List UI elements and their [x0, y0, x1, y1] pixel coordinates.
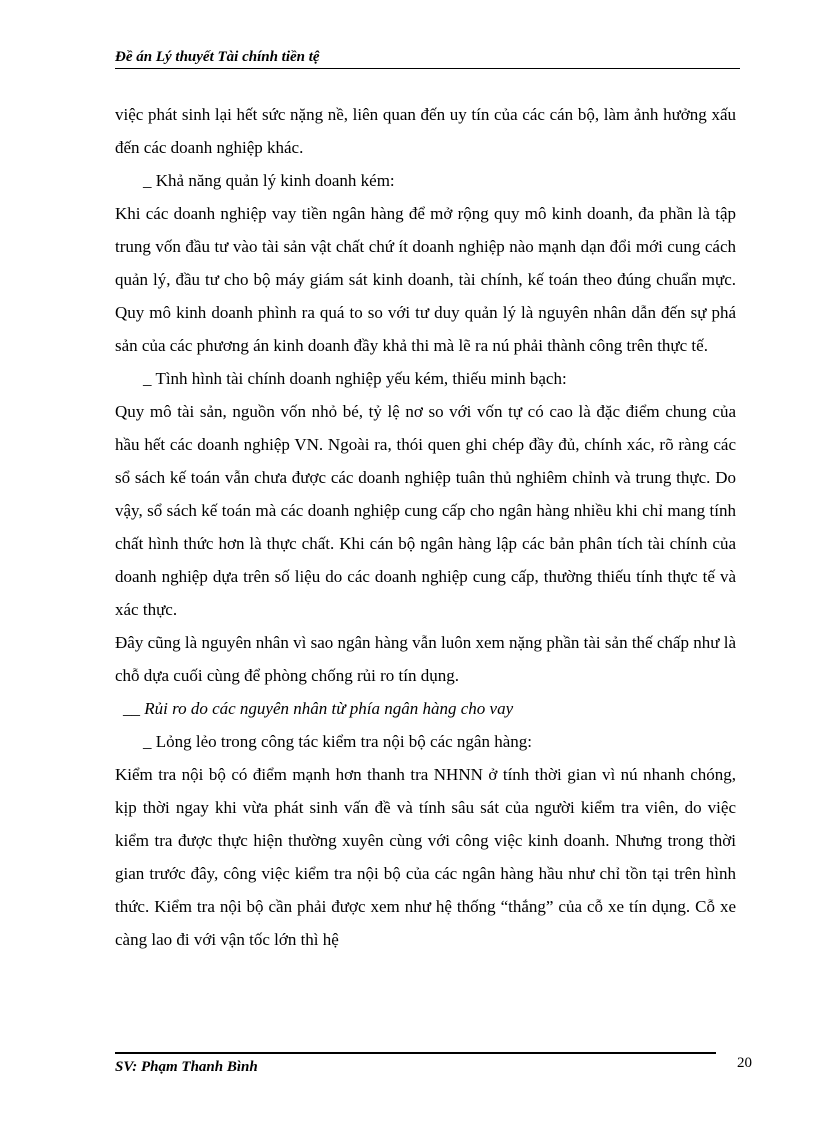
paragraph: Kiểm tra nội bộ có điểm mạnh hơn thanh tra NHNN ở tính thời gian vì nú nhanh chóng, kịp thời ngay khi vừa phát sinh vấn đề và tính sâu sát của người kiểm tra viên, do việc kiểm tra được thực hiện thường xuyên cùng với công việc kinh doanh. Nhưng trong thời gian trước đây, công việc kiểm tra nội bộ của các ngân hàng hầu như chỉ tồn tại trên hình thức. Kiểm tra nội bộ cần phải được xem như hệ thống “thắng” của cỗ xe tín dụng. Cỗ xe càng lao đi với vận tốc lớn thì hệ: [115, 765, 736, 949]
header-title: Đề án Lý thuyết Tài chính tiền tệ: [115, 49, 320, 65]
footer-divider: [115, 1052, 716, 1054]
paragraph: việc phát sinh lại hết sức nặng nề, liên quan đến uy tín của các cán bộ, làm ảnh hưởng xấu đến các doanh nghiệp khác.: [115, 105, 736, 157]
body-text: [115, 98, 736, 956]
page-header: [115, 46, 740, 69]
paragraph: Khi các doanh nghiệp vay tiền ngân hàng để mở rộng quy mô kinh doanh, đa phần là tập trung vốn đầu tư vào tài sản vật chất chứ ít doanh nghiệp nào mạnh dạn đổi mới cung cách quản lý, đầu tư cho bộ máy giám sát kinh doanh, tài chính, kế toán theo đúng chuẩn mực. Quy mô kinh doanh phình ra quá to so với tư duy quản lý là nguyên nhân dẫn đến sự phá sản của các phương án kinh doanh đầy khả thi mà lẽ ra nú phải thành công trên thực tế.: [115, 204, 736, 355]
paragraph: Đây cũng là nguyên nhân vì sao ngân hàng vẫn luôn xem nặng phần tài sản thế chấp như là chỗ dựa cuối cùng để phòng chống rủi ro tín dụng.: [115, 633, 736, 685]
subheading: _ Khả năng quản lý kinh doanh kém:: [143, 171, 395, 190]
paragraph: Quy mô tài sản, nguồn vốn nhỏ bé, tỷ lệ nơ so với vốn tự có cao là đặc điểm chung của hầu hết các doanh nghiệp VN. Ngoài ra, thói quen ghi chép đầy đủ, chính xác, rõ ràng các sổ sách kế toán vẫn chưa được các doanh nghiệp tuân thủ nghiêm chỉnh và trung thực. Do vậy, sổ sách kế toán mà các doanh nghiệp cung cấp cho ngân hàng nhiều khi chỉ mang tính chất hình thức hơn là thực chất. Khi cán bộ ngân hàng lập các bản phân tích tài chính của doanh nghiệp dựa trên số liệu do các doanh nghiệp cung cấp, thường thiếu tính thực tế và xác thực.: [115, 402, 736, 619]
subheading: _ Tình hình tài chính doanh nghiệp yếu kém, thiếu minh bạch:: [143, 369, 567, 388]
page-number: 20: [737, 1055, 752, 1071]
section-heading: __ Rủi ro do các nguyên nhân từ phía ngân hàng cho vay: [123, 699, 514, 718]
subheading: _ Lỏng lẻo trong công tác kiểm tra nội bộ các ngân hàng:: [143, 732, 532, 751]
footer-student-name: SV: Phạm Thanh Bình: [115, 1059, 258, 1075]
